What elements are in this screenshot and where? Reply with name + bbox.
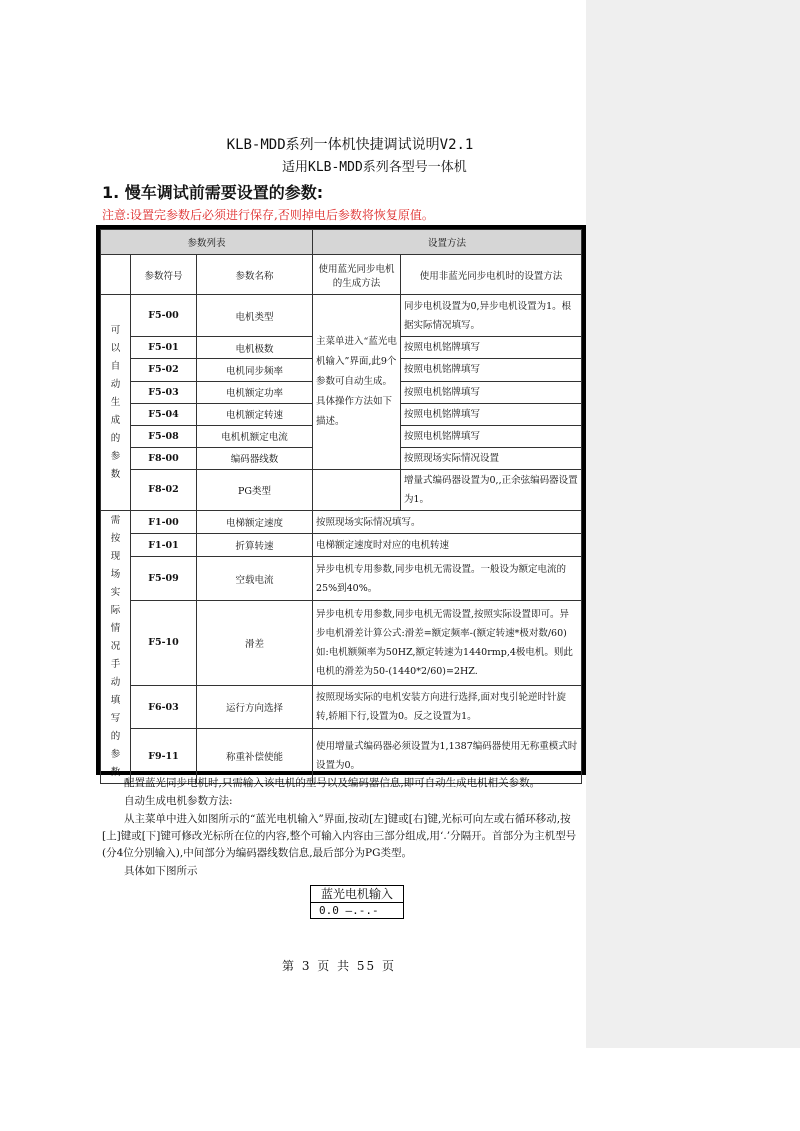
- lcd-display: [310, 885, 404, 919]
- param-name: 电机额定功率: [197, 381, 313, 403]
- param-name: 滑差: [197, 600, 313, 685]
- lcd-value: 0.0 —.-.-: [319, 904, 379, 917]
- param-code: F1-00: [131, 511, 197, 534]
- param-name: 电梯额定速度: [197, 511, 313, 534]
- param-name: 电机额定转速: [197, 403, 313, 425]
- header-param-name: 参数名称: [197, 255, 313, 295]
- param-code: F1-01: [131, 534, 197, 557]
- param-name: 折算转速: [197, 534, 313, 557]
- param-method: 按照现场实际情况填写。: [313, 511, 582, 534]
- param-name: 电机类型: [197, 295, 313, 337]
- param-method: 同步电机设置为0,异步电机设置为1。根据实际情况填写。: [401, 295, 582, 337]
- table-row: [101, 557, 582, 600]
- param-name: 电机极数: [197, 337, 313, 359]
- document-title: KLB-MDD系列一体机快捷调试说明V2.1: [226, 137, 474, 153]
- param-code: F5-02: [131, 359, 197, 381]
- paragraph-figure-ref: 具体如下图所示: [124, 865, 198, 877]
- notice-text: 注意:设置完参数后必须进行保存,否则掉电后参数将恢复原值。: [102, 208, 434, 222]
- param-name: 电机同步频率: [197, 359, 313, 381]
- param-method: 按照电机铭牌填写: [401, 381, 582, 403]
- header-setting-method: 设置方法: [313, 230, 582, 255]
- table-row: [101, 511, 582, 534]
- paragraph-config: 配置蓝光同步电机时,只需输入该电机的型号以及编码器信息,即可自动生成电机相关参数。: [124, 777, 541, 789]
- param-code: F8-02: [131, 469, 197, 510]
- param-method: 增量式编码器设置为0,,正余弦编码器设置为1。: [401, 469, 582, 510]
- param-code: F5-10: [131, 600, 197, 685]
- param-name: PG类型: [197, 469, 313, 510]
- group-label-manual: 需 按 现 场 实 际 情 况 手 动 填 写 的 参 数: [101, 511, 131, 784]
- header-param-code: 参数符号: [131, 255, 197, 295]
- lcd-title: 蓝光电机输入: [311, 886, 403, 903]
- param-method: 电梯额定速度时对应的电机转速: [313, 534, 582, 557]
- group-label-auto: 可 以 自 动 生 成 的 参 数: [101, 295, 131, 511]
- param-code: F6-03: [131, 685, 197, 728]
- header-param-list: 参数列表: [101, 230, 313, 255]
- param-code: F8-00: [131, 447, 197, 469]
- param-method: 按照电机铭牌填写: [401, 359, 582, 381]
- param-name: 电机机额定电流: [197, 425, 313, 447]
- param-name: 称重补偿使能: [197, 729, 313, 784]
- param-code: F5-01: [131, 337, 197, 359]
- table-row: [101, 469, 582, 510]
- param-method: 异步电机专用参数,同步电机无需设置。一般设为额定电流的25%到40%。: [313, 557, 582, 600]
- param-code: F5-03: [131, 381, 197, 403]
- table-row: [101, 295, 582, 337]
- parameter-table-frame: [96, 225, 586, 779]
- auto-generate-blank: [313, 469, 401, 510]
- auto-generate-method: 主菜单进入“蓝光电机输入”界面,此9个参数可自动生成。具体操作方法如下描述。: [313, 295, 401, 470]
- param-code: F5-09: [131, 557, 197, 600]
- param-method: 按照电机铭牌填写: [401, 403, 582, 425]
- table-row: [101, 685, 582, 728]
- comment-sidebar: [586, 0, 800, 1048]
- table-row: [101, 534, 582, 557]
- param-method: 按照电机铭牌填写: [401, 337, 582, 359]
- header-blank-cell: [101, 255, 131, 295]
- header-sync-method: 使用蓝光同步电机的生成方法: [313, 255, 401, 295]
- param-method: 异步电机专用参数,同步电机无需设置,按照实际设置即可。异步电机滑差计算公式:滑差=额定频率-(额定转速*极对数/60)如:电机额频率为50HZ,额定转速为1440rmp,4极电机。则此电机的滑差为50-(1440*2/60)=2HZ.: [313, 600, 582, 685]
- param-method: 按照现场实际情况设置: [401, 447, 582, 469]
- parameter-table: [100, 229, 582, 784]
- header-async-method: 使用非蓝光同步电机时的设置方法: [401, 255, 582, 295]
- page-footer: 第 3 页 共 55 页: [282, 959, 396, 973]
- param-code: F5-08: [131, 425, 197, 447]
- table-row: [101, 600, 582, 685]
- param-name: 编码器线数: [197, 447, 313, 469]
- param-code: F5-00: [131, 295, 197, 337]
- param-name: 运行方向选择: [197, 685, 313, 728]
- param-name: 空载电流: [197, 557, 313, 600]
- paragraph-instructions: 从主菜单中进入如图所示的“蓝光电机输入”界面,按动[左]键或[右]键,光标可向左或右循环移动,按[上]键或[下]键可修改光标所在位的内容,整个可输入内容由三部分组成,用‘.’分隔开。首部分为主机型号(分4位分别输入),中间部分为编码器线数信息,最后部分为PG类型。: [102, 813, 577, 859]
- param-method: 使用增量式编码器必须设置为1,1387编码器使用无称重模式时设置为0。: [313, 729, 582, 784]
- param-method: 按照电机铭牌填写: [401, 425, 582, 447]
- section-heading: 1. 慢车调试前需要设置的参数:: [102, 183, 324, 202]
- paragraph-method-title: 自动生成电机参数方法:: [124, 795, 233, 807]
- document-subtitle: 适用KLB-MDD系列各型号一体机: [282, 160, 467, 175]
- param-code: F5-04: [131, 403, 197, 425]
- param-method: 按照现场实际的电机安装方向进行选择,面对曳引轮逆时针旋转,轿厢下行,设置为0。反之设置为1。: [313, 685, 582, 728]
- param-code: F9-11: [131, 729, 197, 784]
